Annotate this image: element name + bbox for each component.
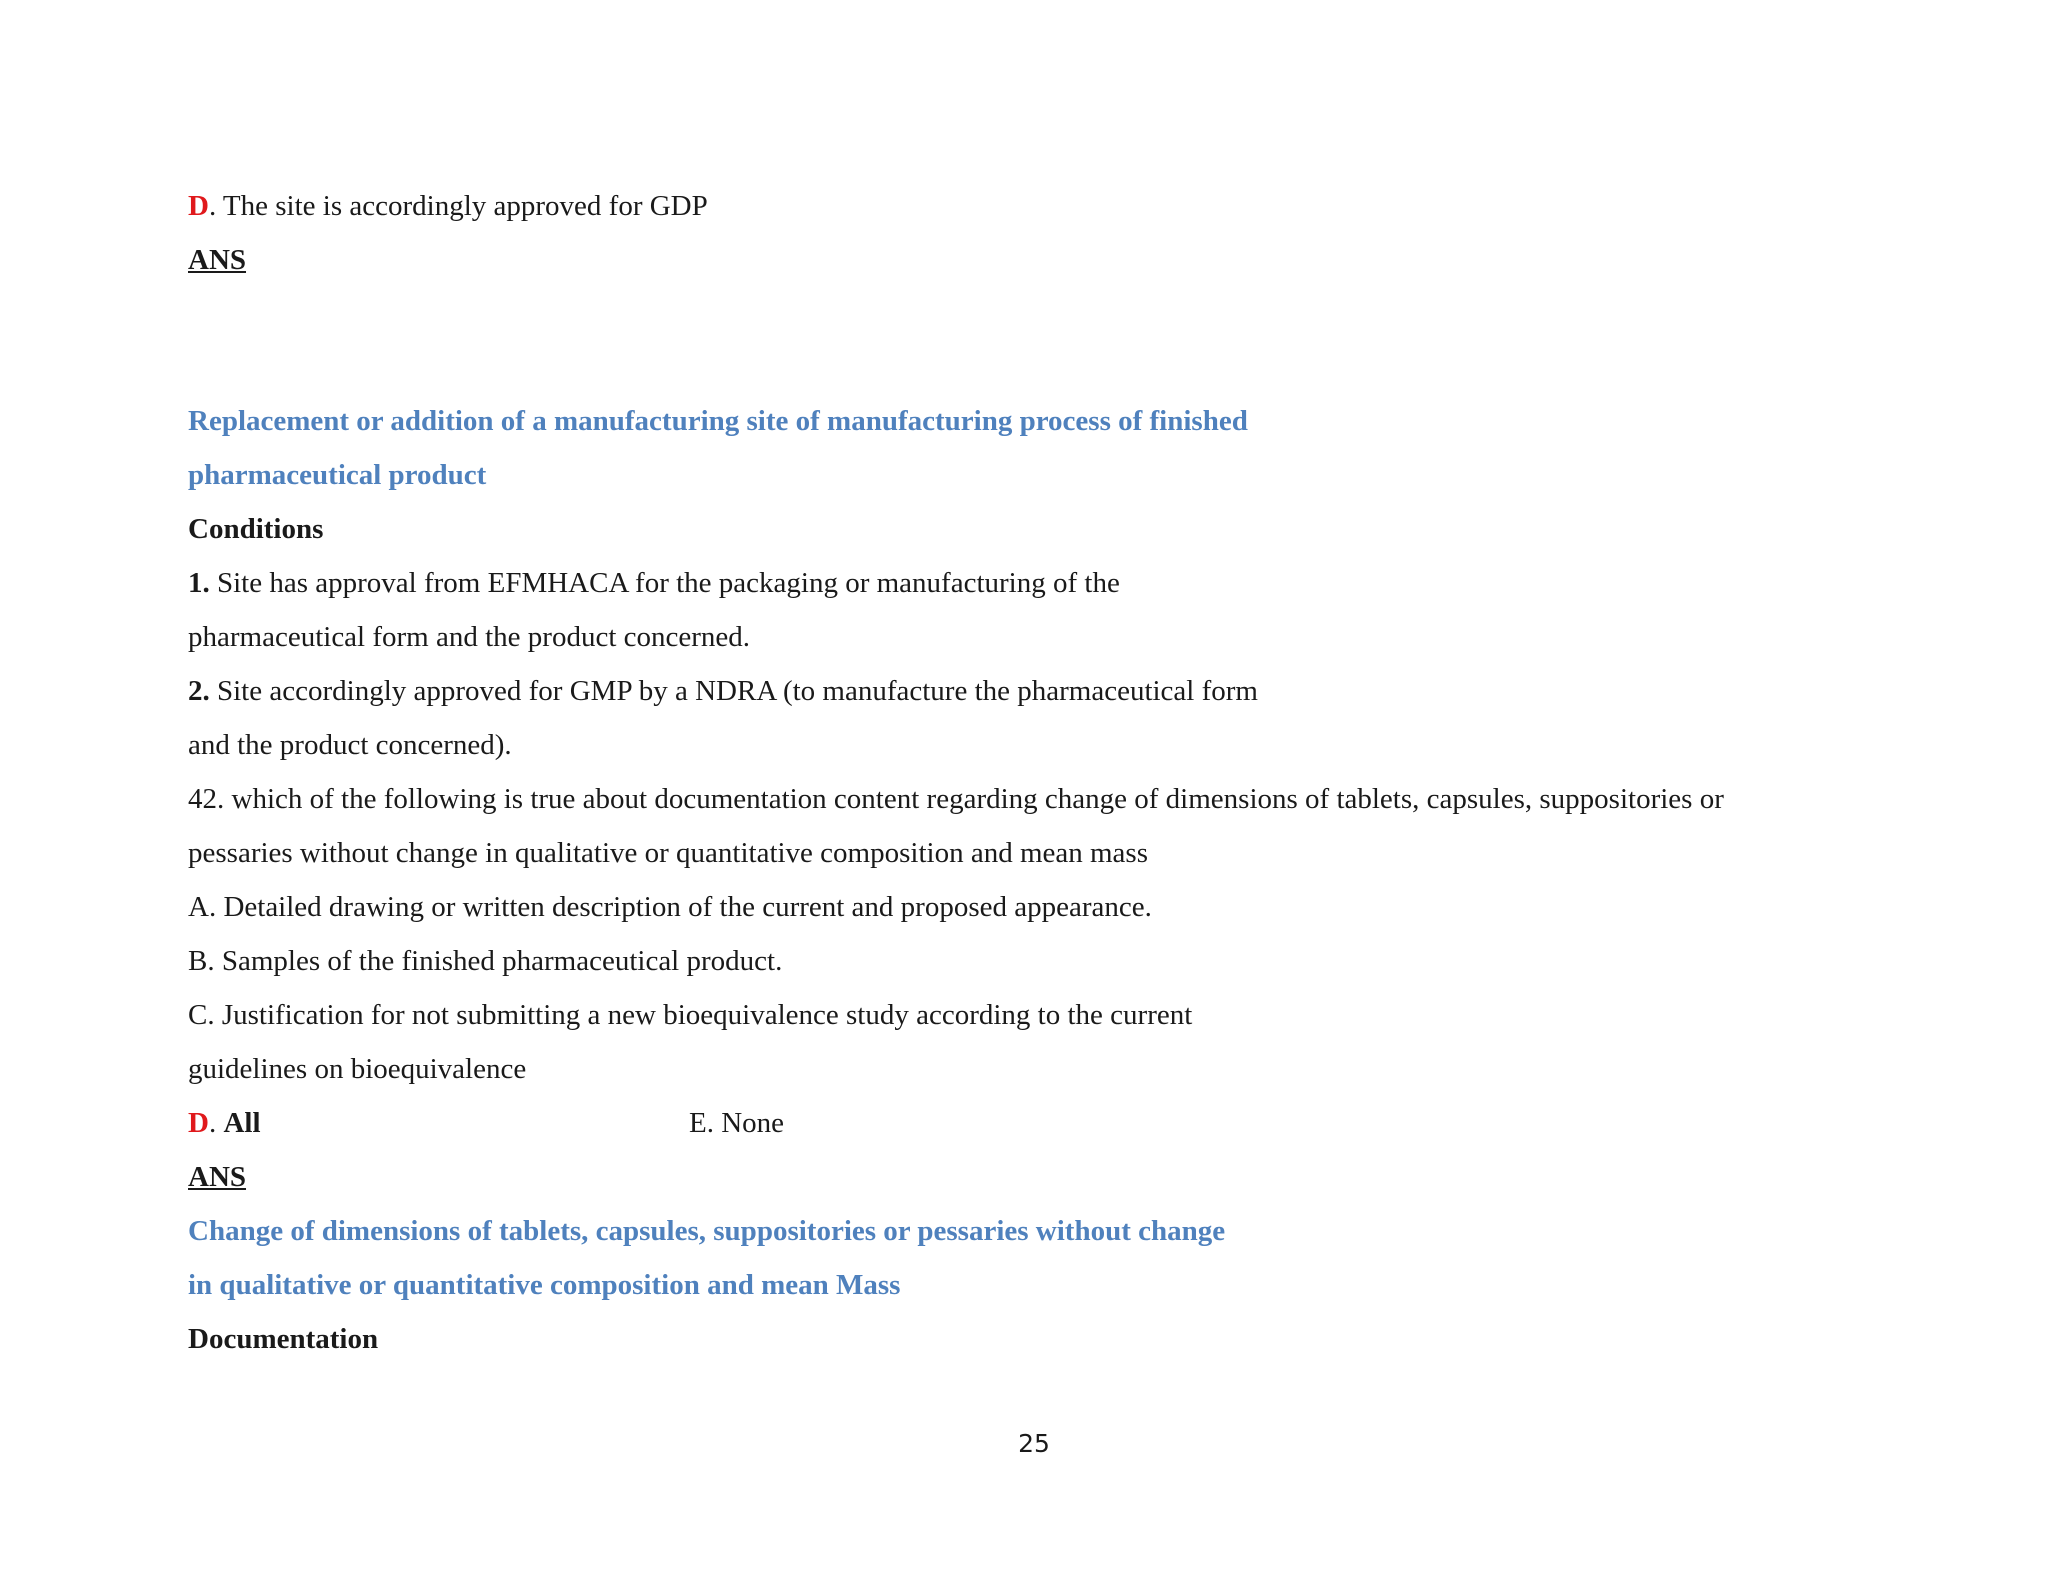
section2-heading-line1: Change of dimensions of tablets, capsules, suppositories or pessaries without change [188, 1215, 1226, 1247]
section-heading-line1: Replacement or addition of a manufacturing site of manufacturing process of finished [188, 405, 1248, 437]
condition-1-line1: 1. Site has approval from EFMHACA for the packaging or manufacturing of the [188, 567, 1120, 599]
option-c-line1: C. Justification for not submitting a new bioequivalence study according to the current [188, 999, 1193, 1031]
option-e: E. None [689, 1107, 785, 1139]
option-d-e-line: D. All E. None [188, 1103, 888, 1143]
option-b: B. Samples of the finished pharmaceutical product. [188, 945, 783, 977]
condition-1-line2: pharmaceutical form and the product concerned. [188, 621, 751, 653]
ans-label: ANS [188, 244, 247, 276]
condition-1-number: 1. [188, 567, 210, 599]
answer-letter: D [188, 190, 209, 222]
question-42-line1: 42. which of the following is true about documentation content regarding change of dimensions of tablets, capsules, suppositories or [188, 783, 1724, 815]
answer-text: . The site is accordingly approved for GDP [208, 190, 708, 222]
condition-2-number: 2. [188, 675, 210, 707]
option-c-line2: guidelines on bioequivalence [188, 1053, 527, 1085]
option-d-letter: D [188, 1107, 209, 1139]
ans-label-2: ANS [188, 1161, 247, 1193]
conditions-label: Conditions [188, 513, 324, 545]
option-d-text: All [223, 1107, 261, 1139]
documentation-label: Documentation [188, 1323, 379, 1355]
section2-heading-line2: in qualitative or quantitative composition and mean Mass [188, 1269, 901, 1301]
condition-2-line2: and the product concerned). [188, 729, 512, 761]
option-a: A. Detailed drawing or written description of the current and proposed appearance. [188, 891, 1152, 923]
page-number: 25 [1018, 1429, 1050, 1458]
question-42-line2: pessaries without change in qualitative or quantitative composition and mean mass [188, 837, 1148, 869]
previous-answer-line [188, 186, 708, 226]
condition-2-line1: 2. Site accordingly approved for GMP by a NDRA (to manufacture the pharmaceutical form [188, 675, 1258, 707]
section-heading-line2: pharmaceutical product [188, 459, 487, 491]
